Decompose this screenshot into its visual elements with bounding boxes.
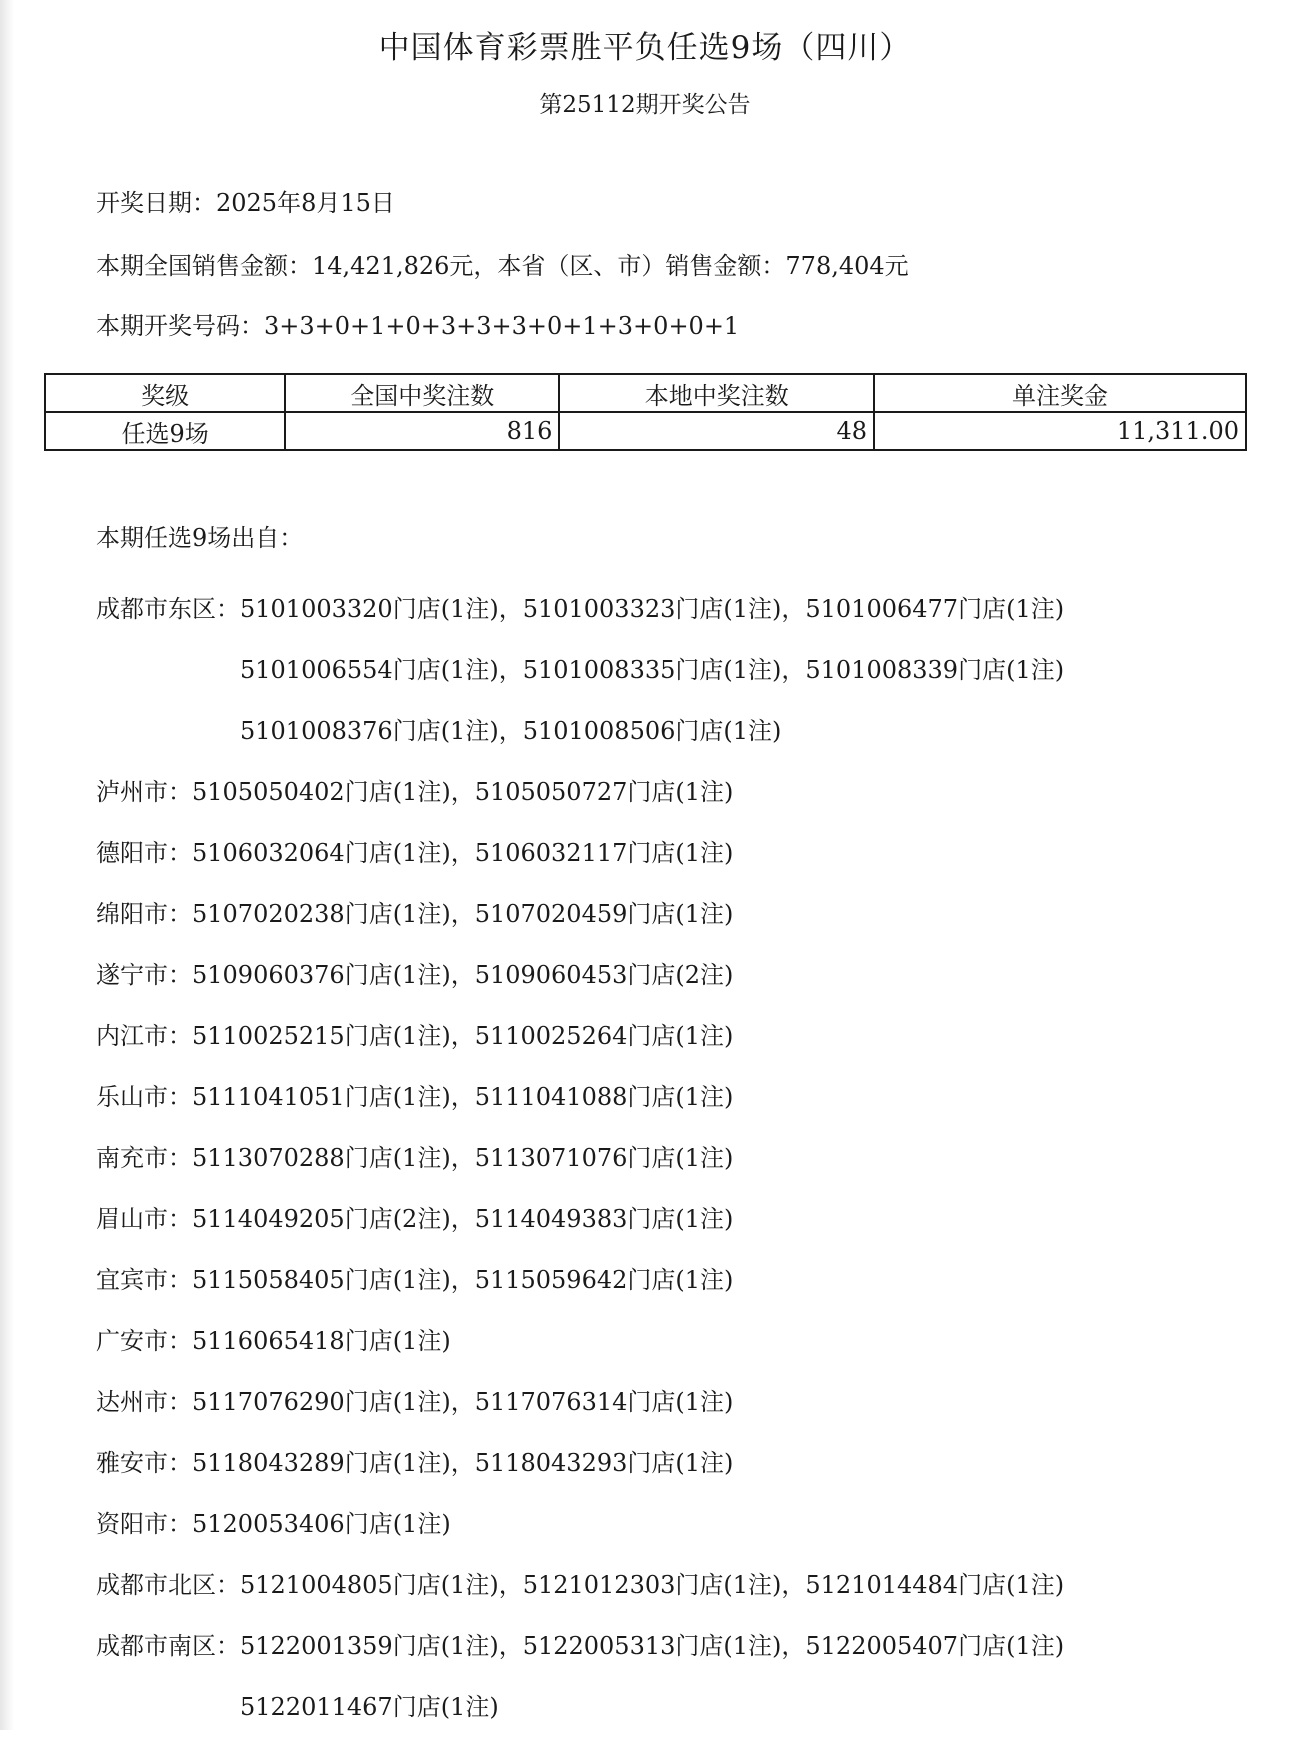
region-shops	[192, 884, 733, 945]
region-name: 达州市：	[96, 1388, 192, 1416]
region-deyang	[96, 823, 1064, 884]
region-name: 成都市东区：	[96, 595, 240, 623]
prize-table	[44, 373, 1247, 451]
region-shops	[192, 1494, 451, 1555]
cell-prize-level: 任选9场	[45, 412, 285, 450]
region-name: 内江市：	[96, 1022, 192, 1050]
shop-line: 5116065418门店(1注)	[192, 1327, 451, 1355]
draw-date-label: 开奖日期：	[96, 189, 216, 217]
shop-line: 5114049205门店(2注)，5114049383门店(1注)	[192, 1205, 734, 1233]
page-title: 中国体育彩票胜平负任选9场（四川）	[378, 30, 912, 66]
region-name: 绵阳市：	[96, 900, 192, 928]
region-yaan	[96, 1433, 1064, 1494]
region-shops	[192, 823, 733, 884]
region-nanchong	[96, 1128, 1064, 1189]
draw-date-value: 2025年8月15日	[216, 189, 395, 217]
region-name: 资阳市：	[96, 1510, 192, 1538]
region-shops	[192, 1250, 733, 1311]
region-chengdu-east	[96, 579, 1064, 762]
region-name: 眉山市：	[96, 1205, 192, 1233]
region-shops	[192, 1128, 733, 1189]
shop-line: 5122001359门店(1注)，5122005313门店(1注)，5122005407门店(1注)	[240, 1632, 1065, 1660]
shop-line: 5118043289门店(1注)，5118043293门店(1注)	[192, 1449, 734, 1477]
sales-line: 本期全国销售金额：14,421,826元，本省（区、市）销售金额：778,404元	[96, 252, 909, 280]
header-national-count: 全国中奖注数	[285, 374, 559, 412]
region-neijiang	[96, 1006, 1064, 1067]
region-name: 遂宁市：	[96, 961, 192, 989]
draw-numbers-line	[96, 306, 739, 341]
shop-line: 5121004805门店(1注)，5121012303门店(1注)，5121014484门店(1注)	[240, 1571, 1065, 1599]
cell-local-count: 48	[559, 412, 874, 450]
shop-line: 5115058405门店(1注)，5115059642门店(1注)	[192, 1266, 734, 1294]
region-yibin	[96, 1250, 1064, 1311]
region-name: 南充市：	[96, 1144, 192, 1172]
shop-line: 5105050402门店(1注)，5105050727门店(1注)	[192, 778, 734, 806]
shop-line: 5107020238门店(1注)，5107020459门店(1注)	[192, 900, 734, 928]
region-chengdu-north	[96, 1555, 1064, 1616]
shop-line: 5109060376门店(1注)，5109060453门店(2注)	[192, 961, 734, 989]
region-ziyang	[96, 1494, 1064, 1555]
region-shops	[192, 1311, 451, 1372]
prize-table-header-row	[45, 374, 1246, 412]
shop-line: 5101006554门店(1注)，5101008335门店(1注)，5101008339门店(1注)	[240, 656, 1065, 684]
region-shops	[192, 1433, 733, 1494]
header-prize-amount: 单注奖金	[874, 374, 1246, 412]
region-name: 雅安市：	[96, 1449, 192, 1477]
cell-prize-amount: 11,311.00	[874, 412, 1246, 450]
region-shops	[240, 1555, 1064, 1616]
page-edge-shadow	[0, 0, 14, 1730]
draw-numbers-label: 本期开奖号码：	[96, 312, 264, 340]
region-name: 宜宾市：	[96, 1266, 192, 1294]
region-shops	[192, 762, 733, 823]
draw-date-line	[96, 183, 395, 218]
header-prize-level: 奖级	[45, 374, 285, 412]
winner-list	[96, 524, 1065, 1738]
shop-line: 5111041051门店(1注)，5111041088门店(1注)	[192, 1083, 734, 1111]
shop-line: 5120053406门店(1注)	[192, 1510, 451, 1538]
shop-line: 5106032064门店(1注)，5106032117门店(1注)	[192, 839, 734, 867]
region-name: 广安市：	[96, 1327, 192, 1355]
region-guangan	[96, 1311, 1064, 1372]
region-name: 成都市南区：	[96, 1632, 240, 1660]
shop-line: 5110025215门店(1注)，5110025264门店(1注)	[192, 1022, 734, 1050]
region-name: 乐山市：	[96, 1083, 192, 1111]
region-name: 德阳市：	[96, 839, 192, 867]
page-subtitle: 第25112期开奖公告	[539, 92, 751, 118]
shop-line: 5122011467门店(1注)	[240, 1693, 499, 1721]
shop-line: 5101003320门店(1注)，5101003323门店(1注)，5101006477门店(1注)	[240, 595, 1065, 623]
table-row	[45, 412, 1246, 450]
winners-intro: 本期任选9场出自：	[96, 524, 304, 552]
draw-numbers-value: 3+3+0+1+0+3+3+3+0+1+3+0+0+1	[264, 312, 740, 340]
region-shops	[192, 1189, 733, 1250]
region-shops	[240, 579, 1064, 762]
region-name: 泸州市：	[96, 778, 192, 806]
region-shops	[192, 1372, 733, 1433]
header-local-count: 本地中奖注数	[559, 374, 874, 412]
region-shops	[192, 945, 733, 1006]
region-shops	[192, 1067, 733, 1128]
shop-line: 5113070288门店(1注)，5113071076门店(1注)	[192, 1144, 734, 1172]
region-meishan	[96, 1189, 1064, 1250]
region-chengdu-south	[96, 1616, 1064, 1738]
region-leshan	[96, 1067, 1064, 1128]
region-luzhou	[96, 762, 1064, 823]
cell-national-count: 816	[285, 412, 559, 450]
shop-line: 5117076290门店(1注)，5117076314门店(1注)	[192, 1388, 734, 1416]
region-dazhou	[96, 1372, 1064, 1433]
region-name: 成都市北区：	[96, 1571, 240, 1599]
region-shops	[192, 1006, 733, 1067]
region-suining	[96, 945, 1064, 1006]
region-shops	[240, 1616, 1064, 1738]
shop-line: 5101008376门店(1注)，5101008506门店(1注)	[240, 717, 782, 745]
region-mianyang	[96, 884, 1064, 945]
